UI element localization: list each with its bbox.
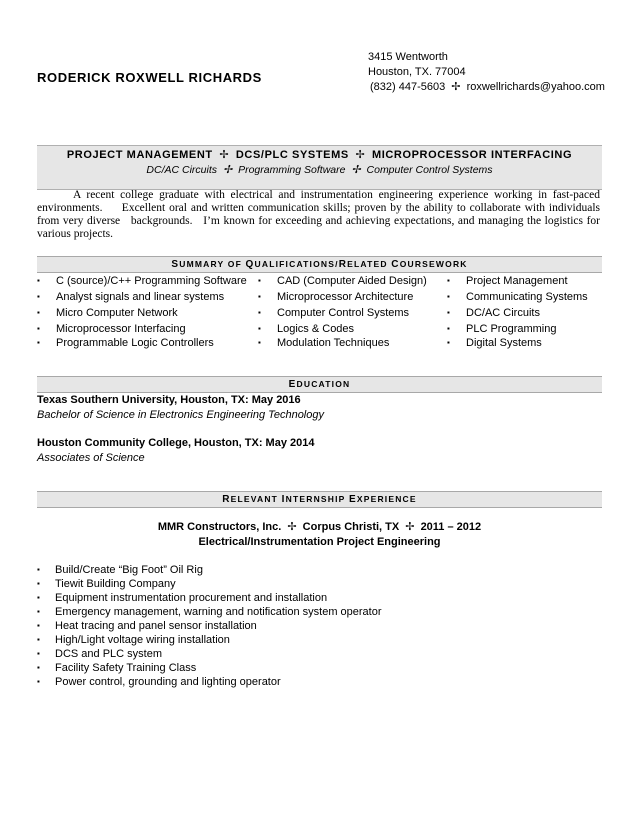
- square-bullet-icon: ▪: [447, 338, 450, 347]
- headline-item: Computer Control Systems: [366, 164, 493, 176]
- square-bullet-icon: ▪: [447, 324, 450, 333]
- skill-item: ▪ Analyst signals and linear systems: [37, 291, 225, 303]
- duty-item: ▪ High/Light voltage wiring installation: [37, 634, 230, 646]
- square-bullet-icon: ▪: [37, 677, 40, 686]
- square-bullet-icon: ▪: [37, 308, 40, 317]
- education-degree: Bachelor of Science in Electronics Engineering Technology: [37, 409, 324, 421]
- education-heading: EDUCATION: [37, 376, 602, 393]
- employer-name: MMR Constructors, Inc.: [157, 521, 282, 533]
- employer-line: [37, 520, 602, 533]
- skill-item: ▪ Project Management: [447, 275, 568, 287]
- separator-icon: ✢: [222, 164, 233, 176]
- skills-column-1: [37, 273, 247, 351]
- square-bullet-icon: ▪: [37, 565, 40, 574]
- headline-item: PROJECT MANAGEMENT: [66, 149, 213, 161]
- email-address: roxwellrichards@yahoo.com: [466, 81, 605, 93]
- duty-item: ▪ Equipment instrumentation procurement and installation: [37, 592, 328, 604]
- contact-block: [368, 50, 605, 95]
- headline-item: MICROPROCESSOR INTERFACING: [371, 149, 573, 161]
- address-line-1: 3415 Wentworth: [368, 51, 448, 63]
- square-bullet-icon: ▪: [258, 338, 261, 347]
- summary-paragraph: A recent college graduate with electrical and instrumentation engineering experience working in fast-paced environments. Excellent oral and written communication skills; proven by the ability to collaborate with individuals from very diverse backgrounds. I’m known for exceeding and achieving expectations, and managing the logistics for various projects.: [37, 189, 600, 240]
- experience-heading: RELEVANT INTERNSHIP EXPERIENCE: [37, 491, 602, 508]
- candidate-name: RODERICK ROXWELL RICHARDS: [37, 70, 262, 85]
- square-bullet-icon: ▪: [37, 621, 40, 630]
- square-bullet-icon: ▪: [37, 276, 40, 285]
- duty-item: ▪ Power control, grounding and lighting operator: [37, 676, 281, 688]
- skill-item: ▪ Computer Control Systems: [258, 307, 410, 319]
- education-school: Texas Southern University, Houston, TX: May 2016: [37, 394, 301, 406]
- education-school: Houston Community College, Houston, TX: May 2014: [37, 437, 315, 449]
- square-bullet-icon: ▪: [447, 292, 450, 301]
- job-title: Electrical/Instrumentation Project Engineering: [198, 536, 441, 548]
- separator-icon: ✢: [351, 164, 361, 176]
- skill-item: ▪ Micro Computer Network: [37, 307, 178, 319]
- separator-icon: ✢: [355, 149, 366, 161]
- square-bullet-icon: ▪: [447, 308, 450, 317]
- skill-item: ▪ PLC Programming: [447, 323, 557, 335]
- employment-dates: 2011 – 2012: [420, 521, 482, 533]
- square-bullet-icon: ▪: [258, 292, 261, 301]
- square-bullet-icon: ▪: [37, 324, 40, 333]
- skills-column-3: [447, 273, 588, 351]
- skill-item: ▪ Microprocessor Architecture: [258, 291, 414, 303]
- separator-icon: ✢: [451, 81, 461, 93]
- duty-item: ▪ Facility Safety Training Class: [37, 662, 197, 674]
- skills-column-2: [258, 273, 427, 351]
- duty-item: ▪ Tiewit Building Company: [37, 578, 176, 590]
- skill-item: ▪ Digital Systems: [447, 337, 542, 349]
- skill-item: ▪ C (source)/C++ Programming Software: [37, 275, 247, 287]
- square-bullet-icon: ▪: [37, 593, 40, 602]
- separator-icon: ✢: [405, 521, 415, 533]
- skill-item: ▪ Communicating Systems: [447, 291, 588, 303]
- square-bullet-icon: ▪: [37, 635, 40, 644]
- duty-item: ▪ DCS and PLC system: [37, 648, 162, 660]
- duties-list: [37, 563, 382, 689]
- separator-icon: ✢: [219, 149, 230, 161]
- square-bullet-icon: ▪: [447, 276, 450, 285]
- address-line-2: Houston, TX. 77004: [368, 66, 466, 78]
- phone-email-line: [368, 80, 605, 95]
- skill-item: ▪ Microprocessor Interfacing: [37, 323, 186, 335]
- square-bullet-icon: ▪: [37, 607, 40, 616]
- headline-item: DC/AC Circuits: [146, 164, 218, 176]
- duty-item: ▪ Heat tracing and panel sensor installation: [37, 620, 257, 632]
- phone-number: (832) 447-5603: [370, 81, 446, 93]
- separator-icon: ✢: [287, 521, 297, 533]
- skill-item: ▪ Logics & Codes: [258, 323, 355, 335]
- duty-item: ▪ Emergency management, warning and notification system operator: [37, 606, 382, 618]
- square-bullet-icon: ▪: [37, 649, 40, 658]
- skill-item: ▪ DC/AC Circuits: [447, 307, 540, 319]
- square-bullet-icon: ▪: [258, 276, 261, 285]
- employer-location: Corpus Christi, TX: [302, 521, 400, 533]
- education-degree: Associates of Science: [37, 452, 145, 464]
- square-bullet-icon: ▪: [258, 324, 261, 333]
- skill-item: ▪ Modulation Techniques: [258, 337, 390, 349]
- square-bullet-icon: ▪: [258, 308, 261, 317]
- duty-item: ▪ Build/Create “Big Foot” Oil Rig: [37, 564, 203, 576]
- square-bullet-icon: ▪: [37, 663, 40, 672]
- headline-banner: [37, 145, 602, 190]
- headline-item: Programming Software: [238, 164, 346, 176]
- headline-secondary: [37, 163, 602, 178]
- skill-item: ▪ Programmable Logic Controllers: [37, 337, 214, 349]
- qualifications-heading: SUMMARY OF QUALIFICATIONS/RELATED COURSEWORK: [37, 256, 602, 273]
- skill-item: ▪ CAD (Computer Aided Design): [258, 275, 427, 287]
- square-bullet-icon: ▪: [37, 579, 40, 588]
- headline-primary: [37, 147, 602, 163]
- headline-item: DCS/PLC SYSTEMS: [235, 149, 349, 161]
- square-bullet-icon: ▪: [37, 338, 40, 347]
- square-bullet-icon: ▪: [37, 292, 40, 301]
